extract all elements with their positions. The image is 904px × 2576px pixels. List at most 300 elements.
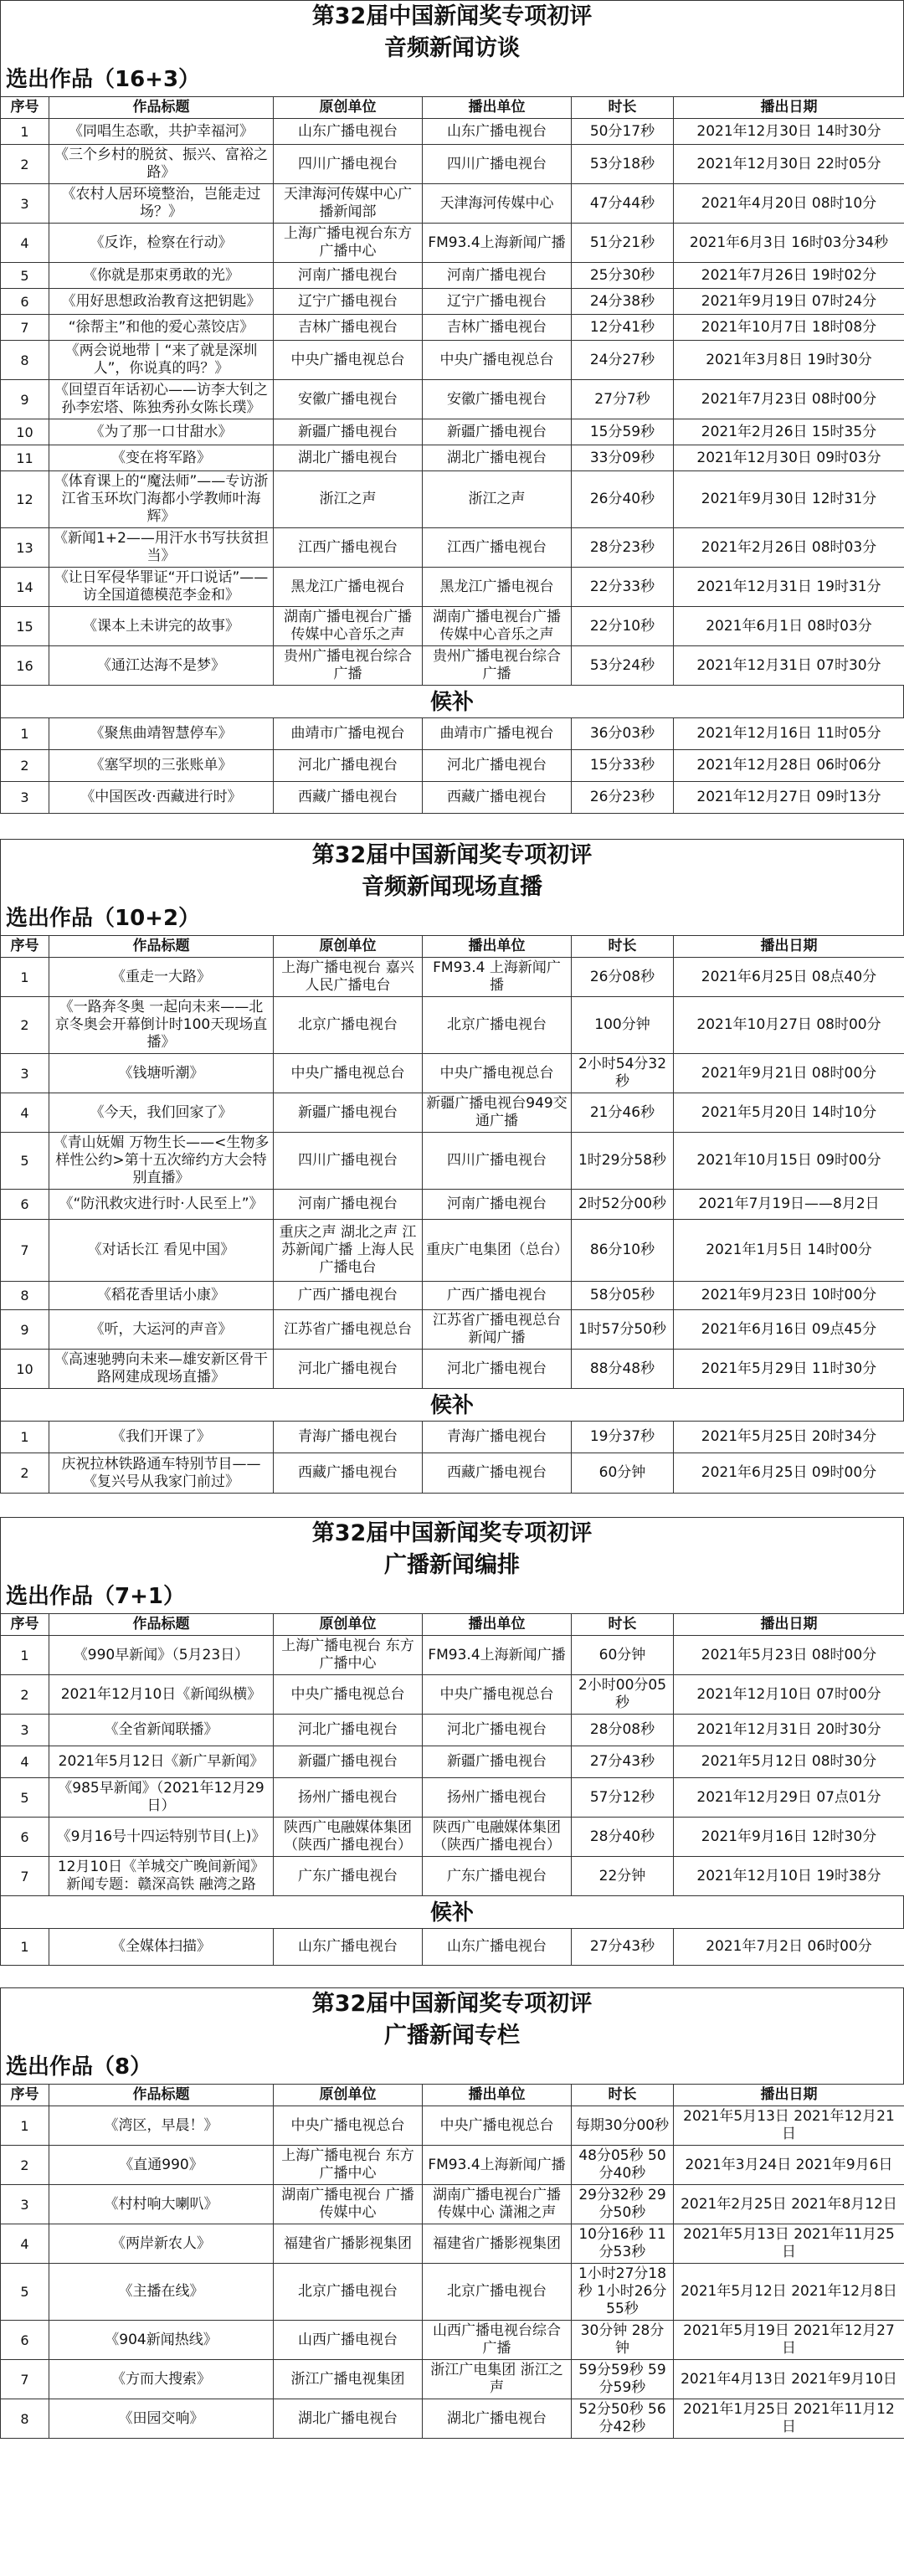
table-cell: 新疆广播电视台	[274, 419, 423, 445]
table-cell: 北京广播电视台	[274, 2264, 423, 2321]
table-cell: 《听，大运河的声音》	[49, 1310, 274, 1350]
table-cell: 50分17秒	[572, 119, 674, 145]
table-cell: 《9月16号十四运特别节目(上)》	[49, 1818, 274, 1857]
table-cell: 2021年9月23日 10时00分	[674, 1282, 904, 1310]
table-cell: 33分09秒	[572, 445, 674, 471]
table-row	[1, 750, 904, 782]
alternates-table	[0, 717, 904, 814]
table-cell: 2021年7月19日——8月2日	[674, 1190, 904, 1220]
table-cell: 辽宁广播电视台	[274, 289, 423, 315]
table-cell: 1	[1, 2106, 49, 2146]
table-cell: 2021年12月27日 09时13分	[674, 782, 904, 814]
table-row	[1, 2360, 904, 2399]
table-cell: 河北广播电视台	[274, 1350, 423, 1389]
table-cell: 2021年4月13日 2021年9月10日	[674, 2360, 904, 2399]
table-cell: 西藏广播电视台	[274, 1453, 423, 1494]
section-title-line1: 第32届中国新闻奖专项初评	[311, 1991, 593, 2017]
table-cell: 2021年7月2日 06时00分	[674, 1929, 904, 1966]
table-row	[1, 2264, 904, 2321]
table-row	[1, 568, 904, 607]
table-cell: 2021年5月20日 14时10分	[674, 1093, 904, 1133]
table-cell: 《课本上未讲完的故事》	[49, 607, 274, 646]
table-cell: 26分08秒	[572, 958, 674, 997]
table-row	[1, 1746, 904, 1778]
table-cell: 26分40秒	[572, 471, 674, 528]
table-cell: 2021年6月1日 08时03分	[674, 607, 904, 646]
column-header: 序号	[1, 1614, 49, 1636]
table-cell: 1时57分50秒	[572, 1310, 674, 1350]
table-cell: 湖北广播电视台	[274, 2399, 423, 2439]
table-cell: 1	[1, 1636, 49, 1675]
table-row	[1, 1310, 904, 1350]
table-cell: 广东广播电视台	[274, 1857, 423, 1896]
table-cell: 2021年9月16日 12时30分	[674, 1818, 904, 1857]
alternate-label: 候补	[0, 1389, 904, 1421]
table-cell: 1	[1, 1929, 49, 1966]
table-cell: 曲靖市广播电视台	[274, 718, 423, 750]
table-cell: 2021年1月25日 2021年11月12日	[674, 2399, 904, 2439]
table-cell: 2021年7月26日 19时02分	[674, 263, 904, 289]
table-cell: 2021年5月23日 08时00分	[674, 1636, 904, 1675]
table-cell: 《中国医改·西藏进行时》	[49, 782, 274, 814]
table-cell: 青海广播电视台	[274, 1422, 423, 1453]
column-header: 时长	[572, 936, 674, 958]
table-cell: 21分46秒	[572, 1093, 674, 1133]
table-cell: 每期30分00秒	[572, 2106, 674, 2146]
table-cell: 河南广播电视台	[423, 1190, 572, 1220]
column-header: 时长	[572, 97, 674, 119]
alternates-table	[0, 1421, 904, 1494]
table-cell: 4	[1, 2224, 49, 2264]
table-cell: FM93.4上海新闻广播	[423, 2146, 572, 2185]
table-cell: 《对话长江 看见中国》	[49, 1220, 274, 1282]
table-cell: 2	[1, 750, 49, 782]
table-cell: 1时29分58秒	[572, 1133, 674, 1190]
table-cell: 22分10秒	[572, 607, 674, 646]
table-cell: 《你就是那束勇敢的光》	[49, 263, 274, 289]
section-title-line2: 音频新闻访谈	[384, 35, 520, 61]
table-row	[1, 1818, 904, 1857]
table-cell: 2小时00分05秒	[572, 1675, 674, 1715]
table-cell: 2021年5月12日 2021年12月8日	[674, 2264, 904, 2321]
column-header: 播出日期	[674, 1614, 904, 1636]
table-cell: 48分05秒 50分40秒	[572, 2146, 674, 2185]
section-3	[0, 1517, 904, 1613]
table-cell: 《稻花香里话小康》	[49, 1282, 274, 1310]
table-cell: 22分33秒	[572, 568, 674, 607]
table-cell: 《农村人居环境整治，岂能走过场？》	[49, 184, 274, 224]
table-cell: 1	[1, 1422, 49, 1453]
table-cell: 25分30秒	[572, 263, 674, 289]
table-row	[1, 1190, 904, 1220]
table-cell: 河北广播电视台	[423, 750, 572, 782]
table-row	[1, 419, 904, 445]
table-cell: 19分37秒	[572, 1422, 674, 1453]
table-cell: 河北广播电视台	[274, 750, 423, 782]
table-cell: 24分38秒	[572, 289, 674, 315]
table-cell: 5	[1, 1778, 49, 1818]
table-cell: 100分钟	[572, 997, 674, 1054]
column-header: 作品标题	[49, 97, 274, 119]
table-cell: 浙江广电集团 浙江之声	[423, 2360, 572, 2399]
table-row	[1, 958, 904, 997]
table-cell: 《变在将军路》	[49, 445, 274, 471]
table-cell: 重庆广电集团（总台）	[423, 1220, 572, 1282]
table-cell: 53分24秒	[572, 646, 674, 686]
table-cell: 中央广播电视总台	[274, 341, 423, 380]
table-cell: 广西广播电视台	[274, 1282, 423, 1310]
table-cell: 2	[1, 145, 49, 184]
table-cell: 4	[1, 1746, 49, 1778]
section-title	[1, 1988, 903, 2052]
table-cell: 曲靖市广播电视台	[423, 718, 572, 750]
works-table	[0, 1613, 904, 1896]
table-cell: 15	[1, 607, 49, 646]
alternates-table	[0, 1928, 904, 1966]
table-cell: 3	[1, 2185, 49, 2224]
table-cell: 7	[1, 1857, 49, 1896]
table-cell: 山西广播电视台	[274, 2321, 423, 2360]
table-cell: 江西广播电视台	[423, 528, 572, 568]
table-cell: 《体育课上的“魔法师”——专访浙江省玉环坎门海都小学教师叶海辉》	[49, 471, 274, 528]
works-table	[0, 2084, 904, 2439]
table-cell: 扬州广播电视台	[274, 1778, 423, 1818]
column-header: 播出单位	[423, 2085, 572, 2106]
table-cell: 13	[1, 528, 49, 568]
table-cell: 西藏广播电视台	[423, 782, 572, 814]
column-header: 播出日期	[674, 2085, 904, 2106]
table-cell: 86分10秒	[572, 1220, 674, 1282]
table-cell: 《湾区，早晨！》	[49, 2106, 274, 2146]
table-cell: 庆祝拉林铁路通车特别节目——《复兴号从我家门前过》	[49, 1453, 274, 1494]
table-row	[1, 119, 904, 145]
section-title-line1: 第32届中国新闻奖专项初评	[311, 3, 593, 29]
table-cell: 《田园交响》	[49, 2399, 274, 2439]
table-cell: 江苏省广播电视总台	[274, 1310, 423, 1350]
table-cell: 2021年12月31日 19时31分	[674, 568, 904, 607]
alternate-label: 候补	[0, 686, 904, 717]
table-row	[1, 2185, 904, 2224]
table-cell: 3	[1, 184, 49, 224]
table-cell: 3	[1, 1715, 49, 1746]
table-cell: 2	[1, 1675, 49, 1715]
table-cell: 新疆广播电视台	[274, 1093, 423, 1133]
table-cell: 2021年4月20日 08时10分	[674, 184, 904, 224]
table-cell: FM93.4上海新闻广播	[423, 1636, 572, 1675]
table-row	[1, 1282, 904, 1310]
table-cell: 12月10日《羊城交广晚间新闻》新闻专题：赣深高铁 融湾之路	[49, 1857, 274, 1896]
table-cell: 2021年12月10日 07时00分	[674, 1675, 904, 1715]
table-cell: 四川广播电视台	[274, 1133, 423, 1190]
table-cell: 上海广播电视台 东方广播中心	[274, 1636, 423, 1675]
column-header: 序号	[1, 936, 49, 958]
column-header: 原创单位	[274, 936, 423, 958]
table-cell: 安徽广播电视台	[274, 380, 423, 419]
table-cell: 《全省新闻联播》	[49, 1715, 274, 1746]
table-cell: 2021年2月26日 15时35分	[674, 419, 904, 445]
table-cell: 2时52分00秒	[572, 1190, 674, 1220]
table-cell: 河北广播电视台	[274, 1715, 423, 1746]
table-cell: 51分21秒	[572, 224, 674, 263]
table-cell: 中央广播电视总台	[274, 2106, 423, 2146]
table-row	[1, 1929, 904, 1966]
table-cell: 28分08秒	[572, 1715, 674, 1746]
table-cell: 扬州广播电视台	[423, 1778, 572, 1818]
table-cell: “徐帮主”和他的爱心蒸饺店》	[49, 315, 274, 341]
table-cell: 四川广播电视台	[423, 1133, 572, 1190]
section-title-line2: 音频新闻现场直播	[362, 874, 542, 900]
works-table	[0, 96, 904, 686]
table-cell: 1	[1, 958, 49, 997]
table-cell: 7	[1, 1220, 49, 1282]
table-cell: 2021年3月8日 19时30分	[674, 341, 904, 380]
section-title-line1: 第32届中国新闻奖专项初评	[311, 1520, 593, 1546]
column-header: 序号	[1, 2085, 49, 2106]
table-row	[1, 1778, 904, 1818]
table-cell: 《钱塘听潮》	[49, 1054, 274, 1093]
table-cell: 29分32秒 29分50秒	[572, 2185, 674, 2224]
table-cell: 北京广播电视台	[423, 2264, 572, 2321]
column-header: 作品标题	[49, 2085, 274, 2106]
table-row	[1, 528, 904, 568]
table-cell: 新疆广播电视台	[423, 1746, 572, 1778]
table-cell: 《用好思想政治教育这把钥匙》	[49, 289, 274, 315]
table-cell: 27分7秒	[572, 380, 674, 419]
table-cell: 3	[1, 1054, 49, 1093]
section-title-line2: 广播新闻编排	[384, 1552, 520, 1578]
table-cell: 湖南广播电视台广播传媒中心音乐之声	[423, 607, 572, 646]
table-row	[1, 1715, 904, 1746]
table-cell: 2021年6月25日 08点40分	[674, 958, 904, 997]
table-row	[1, 315, 904, 341]
table-row	[1, 445, 904, 471]
table-cell: 11	[1, 445, 49, 471]
table-cell: 中央广播电视总台	[423, 1675, 572, 1715]
table-cell: 5	[1, 263, 49, 289]
table-cell: 3	[1, 782, 49, 814]
table-row	[1, 1675, 904, 1715]
section-title-line2: 广播新闻专栏	[384, 2023, 520, 2049]
table-cell: 《塞罕坝的三张账单》	[49, 750, 274, 782]
table-cell: 河南广播电视台	[274, 1190, 423, 1220]
table-row	[1, 1133, 904, 1190]
table-cell: 江西广播电视台	[274, 528, 423, 568]
table-cell: 新疆广播电视台949交通广播	[423, 1093, 572, 1133]
table-cell: 4	[1, 1093, 49, 1133]
table-cell: 2021年10月27日 08时00分	[674, 997, 904, 1054]
table-cell: 2021年6月3日 16时03分34秒	[674, 224, 904, 263]
table-cell: 2021年5月29日 11时30分	[674, 1350, 904, 1389]
table-cell: 2021年12月16日 11时05分	[674, 718, 904, 750]
table-cell: 《一路奔冬奥 一起向未来——北京冬奥会开幕倒计时100天现场直播》	[49, 997, 274, 1054]
section-1	[0, 0, 904, 96]
section-title	[1, 1, 903, 64]
table-cell: 《为了那一口甘甜水》	[49, 419, 274, 445]
table-cell: 2021年12月10日 19时38分	[674, 1857, 904, 1896]
table-cell: 湖北广播电视台	[274, 445, 423, 471]
table-cell: 山东广播电视台	[423, 1929, 572, 1966]
table-cell: 10	[1, 1350, 49, 1389]
table-cell: 北京广播电视台	[423, 997, 572, 1054]
table-cell: 2	[1, 2146, 49, 2185]
table-cell: 2021年9月21日 08时00分	[674, 1054, 904, 1093]
table-cell: 陕西广电融媒体集团（陕西广播电视台）	[423, 1818, 572, 1857]
section-2	[0, 839, 904, 935]
table-cell: 西藏广播电视台	[274, 782, 423, 814]
column-header: 播出单位	[423, 936, 572, 958]
table-cell: 2021年5月13日 2021年12月21日	[674, 2106, 904, 2146]
table-cell: 2021年9月19日 07时24分	[674, 289, 904, 315]
table-cell: 河南广播电视台	[274, 263, 423, 289]
table-cell: 陕西广电融媒体集团（陕西广播电视台）	[274, 1818, 423, 1857]
table-row	[1, 2224, 904, 2264]
table-cell: 河南广播电视台	[423, 263, 572, 289]
table-cell: 辽宁广播电视台	[423, 289, 572, 315]
table-cell: 重庆之声 湖北之声 江苏新闻广播 上海人民广播电台	[274, 1220, 423, 1282]
table-cell: 福建省广播影视集团	[423, 2224, 572, 2264]
table-cell: 28分40秒	[572, 1818, 674, 1857]
table-row	[1, 471, 904, 528]
table-cell: 《两会说地带丨“来了就是深圳人”，你说真的吗？》	[49, 341, 274, 380]
table-cell: 湖北广播电视台	[423, 445, 572, 471]
table-cell: 2021年10月15日 09时00分	[674, 1133, 904, 1190]
column-header: 原创单位	[274, 1614, 423, 1636]
table-row	[1, 997, 904, 1054]
table-row	[1, 2321, 904, 2360]
section-gap	[0, 1966, 904, 1987]
table-cell: 1	[1, 119, 49, 145]
table-cell: 湖南广播电视台 广播传媒中心	[274, 2185, 423, 2224]
column-header: 播出单位	[423, 97, 572, 119]
table-cell: 16	[1, 646, 49, 686]
table-cell: 53分18秒	[572, 145, 674, 184]
section-title	[1, 840, 903, 903]
table-row	[1, 1220, 904, 1282]
table-cell: 14	[1, 568, 49, 607]
table-cell: 2021年5月19日 2021年12月27日	[674, 2321, 904, 2360]
table-cell: 新疆广播电视台	[274, 1746, 423, 1778]
table-cell: 福建省广播影视集团	[274, 2224, 423, 2264]
table-cell: 上海广播电视台 东方广播中心	[274, 2146, 423, 2185]
table-cell: 2021年2月25日 2021年8月12日	[674, 2185, 904, 2224]
table-cell: 《两岸新农人》	[49, 2224, 274, 2264]
table-cell: 山西广播电视台综合广播	[423, 2321, 572, 2360]
table-cell: 《反诈，检察在行动》	[49, 224, 274, 263]
table-cell: 36分03秒	[572, 718, 674, 750]
table-cell: 广东广播电视台	[423, 1857, 572, 1896]
table-cell: 47分44秒	[572, 184, 674, 224]
table-cell: 湖南广播电视台广播传媒中心 潇湘之声	[423, 2185, 572, 2224]
table-cell: 8	[1, 341, 49, 380]
table-cell: 《村村响大喇叭》	[49, 2185, 274, 2224]
table-cell: 《985早新闻》（2021年12月29日）	[49, 1778, 274, 1818]
table-cell: 30分钟 28分钟	[572, 2321, 674, 2360]
section-title-line1: 第32届中国新闻奖专项初评	[311, 842, 593, 868]
table-row	[1, 1350, 904, 1389]
table-cell: 6	[1, 1190, 49, 1220]
table-cell: 《通江达海不是梦》	[49, 646, 274, 686]
table-cell: 《聚焦曲靖智慧停车》	[49, 718, 274, 750]
selected-label: 选出作品（8）	[6, 2054, 152, 2080]
table-header-row	[1, 936, 904, 958]
table-cell: 52分50秒 56分42秒	[572, 2399, 674, 2439]
table-cell: 9	[1, 380, 49, 419]
selected-label: 选出作品（16+3）	[6, 67, 201, 92]
table-row	[1, 1636, 904, 1675]
table-cell: 10	[1, 419, 49, 445]
table-cell: 24分27秒	[572, 341, 674, 380]
table-cell: 上海广播电视台东方广播中心	[274, 224, 423, 263]
table-cell: 2021年2月26日 08时03分	[674, 528, 904, 568]
table-cell: 浙江之声	[274, 471, 423, 528]
table-cell: 12分41秒	[572, 315, 674, 341]
table-cell: 浙江广播电视集团	[274, 2360, 423, 2399]
works-table	[0, 935, 904, 1389]
table-cell: 北京广播电视台	[274, 997, 423, 1054]
table-cell: 6	[1, 1818, 49, 1857]
table-cell: 2021年12月28日 06时06分	[674, 750, 904, 782]
column-header: 序号	[1, 97, 49, 119]
table-cell: 《我们开课了》	[49, 1422, 274, 1453]
selected-label: 选出作品（7+1）	[6, 1584, 185, 1609]
table-cell: 28分23秒	[572, 528, 674, 568]
table-cell: 1小时27分18秒 1小时26分55秒	[572, 2264, 674, 2321]
column-header: 播出日期	[674, 936, 904, 958]
table-row	[1, 782, 904, 814]
table-cell: 《全媒体扫描》	[49, 1929, 274, 1966]
table-cell: 2021年6月16日 09点45分	[674, 1310, 904, 1350]
table-cell: 四川广播电视台	[274, 145, 423, 184]
table-cell: 《“防汛救灾进行时·人民至上”》	[49, 1190, 274, 1220]
table-cell: 2	[1, 997, 49, 1054]
section-gap	[0, 814, 904, 839]
table-cell: 中央广播电视总台	[423, 1054, 572, 1093]
table-cell: 6	[1, 2321, 49, 2360]
table-cell: 湖北广播电视台	[423, 2399, 572, 2439]
table-cell: 《方而大搜索》	[49, 2360, 274, 2399]
table-row	[1, 1857, 904, 1896]
table-cell: 4	[1, 224, 49, 263]
table-cell: 湖南广播电视台广播传媒中心音乐之声	[274, 607, 423, 646]
table-cell: 贵州广播电视台综合广播	[423, 646, 572, 686]
table-cell: 上海广播电视台 嘉兴人民广播电台	[274, 958, 423, 997]
table-row	[1, 224, 904, 263]
table-cell: 2021年12月30日 14时30分	[674, 119, 904, 145]
table-row	[1, 1054, 904, 1093]
table-row	[1, 380, 904, 419]
table-cell: 88分48秒	[572, 1350, 674, 1389]
table-cell: 浙江之声	[423, 471, 572, 528]
table-row	[1, 145, 904, 184]
table-row	[1, 2399, 904, 2439]
table-cell: 广西广播电视台	[423, 1282, 572, 1310]
table-cell: 中央广播电视总台	[423, 2106, 572, 2146]
table-cell: 60分钟	[572, 1453, 674, 1494]
column-header: 时长	[572, 2085, 674, 2106]
column-header: 播出单位	[423, 1614, 572, 1636]
table-cell: 吉林广播电视台	[274, 315, 423, 341]
table-cell: 15分59秒	[572, 419, 674, 445]
section-gap	[0, 1494, 904, 1517]
table-cell: 天津海河传媒中心广播新闻部	[274, 184, 423, 224]
column-header: 原创单位	[274, 97, 423, 119]
table-cell: 12	[1, 471, 49, 528]
table-cell: 26分23秒	[572, 782, 674, 814]
table-cell: 2021年12月29日 07点01分	[674, 1778, 904, 1818]
column-header: 作品标题	[49, 1614, 274, 1636]
table-row	[1, 263, 904, 289]
table-cell: 2021年3月24日 2021年9月6日	[674, 2146, 904, 2185]
